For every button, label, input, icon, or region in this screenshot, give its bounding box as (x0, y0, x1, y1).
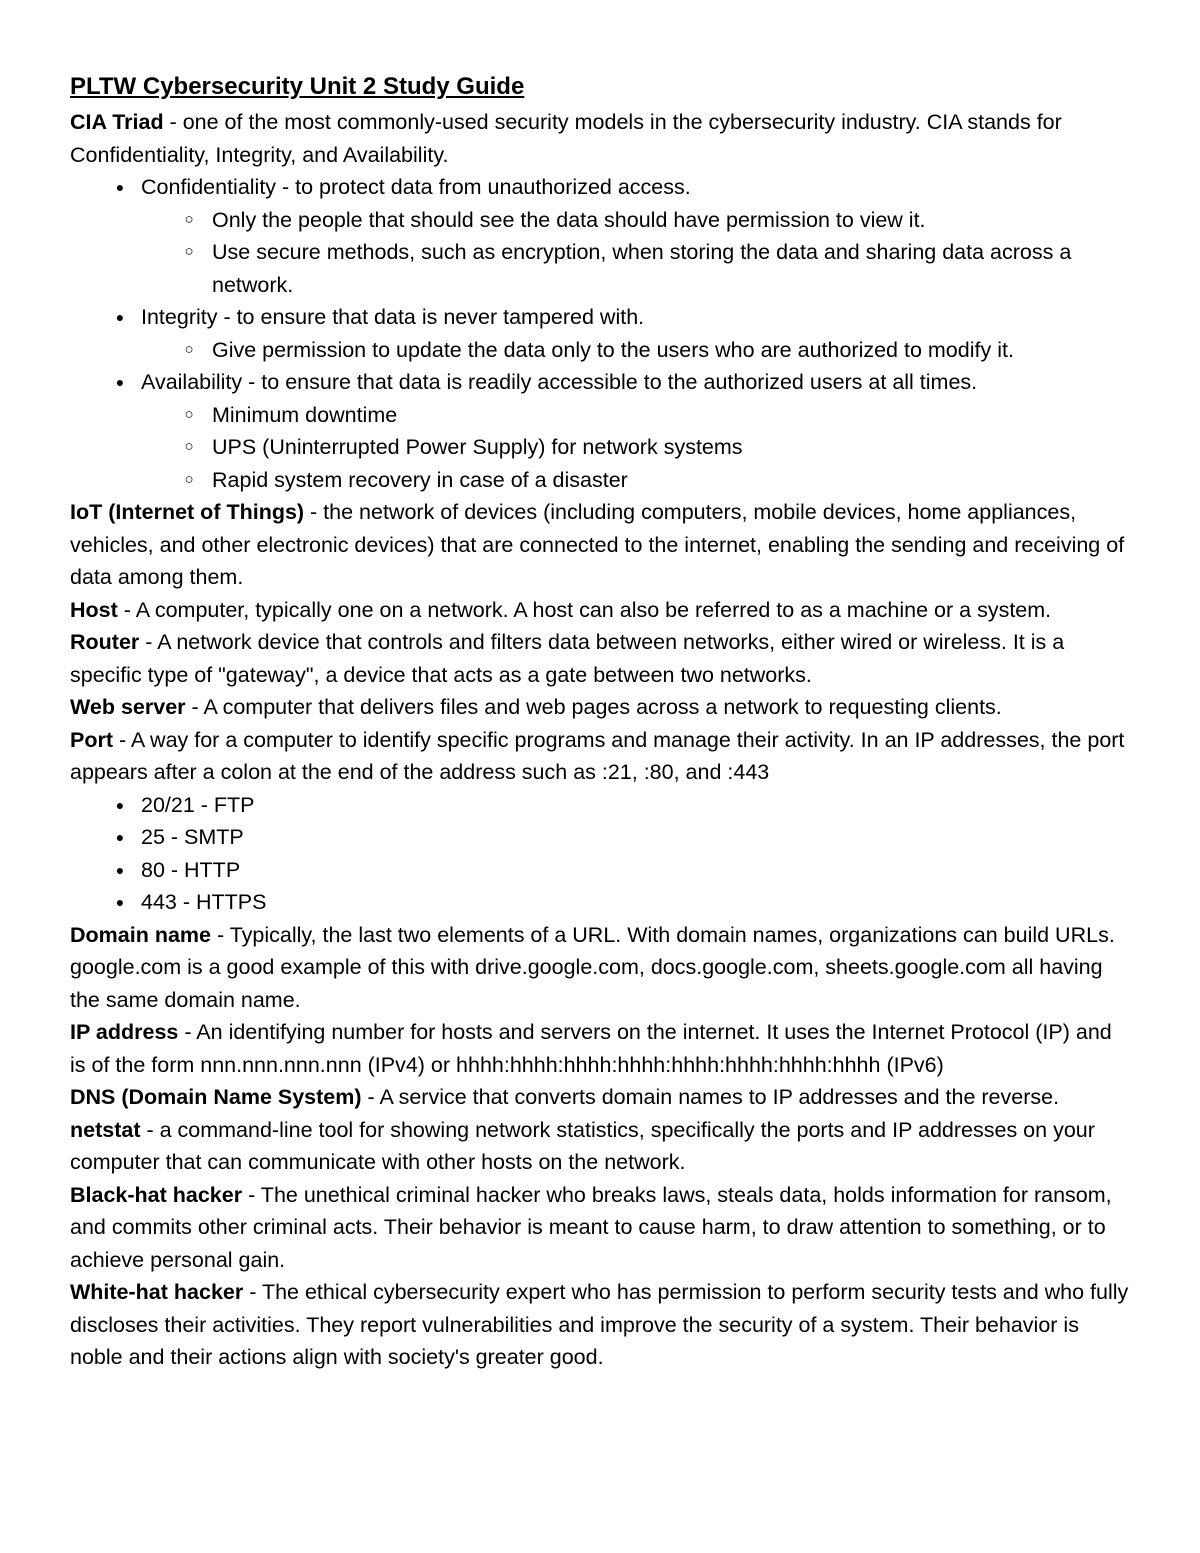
definition-dns (70, 1081, 1130, 1114)
sub-list (141, 204, 1130, 302)
filled-bullet-icon: ● (115, 796, 125, 813)
filled-bullet-icon: ● (115, 861, 125, 878)
list-item: ○ Rapid system recovery in case of a disaster (141, 464, 1130, 497)
term-definition: - the network of devices (including computers, mobile devices, home appliances, vehicles, and other electronic devices) that are connected to the internet, enabling the sending and receiving of data among them. (70, 500, 1125, 589)
term-label: Web server (70, 695, 186, 719)
definition-netstat (70, 1114, 1130, 1179)
list-item: ● Confidentiality - to protect data from unauthorized access. ○ Only the people that should see the data should have permission to view it. ○ Use secure methods, such as encryption, when storing the data and sharing data across a network. (70, 171, 1130, 301)
term-definition: - The unethical criminal hacker who breaks laws, steals data, holds information for ransom, and commits other criminal acts. Their behavior is meant to cause harm, to draw attention to something, or to achieve personal gain. (70, 1182, 1112, 1272)
term-label: IoT (Internet of Things) (70, 500, 305, 524)
cia-list (70, 171, 1130, 496)
list-item: ● Integrity - to ensure that data is never tampered with. ○ Give permission to update the data only to the users who are authorized to modify it. (70, 301, 1130, 366)
term-definition: - A computer that delivers files and web pages across a network to requesting clients. (185, 695, 1002, 719)
filled-bullet-icon: ● (115, 829, 125, 845)
term-label: Host (70, 597, 118, 622)
definition-domain-name (70, 919, 1130, 1017)
term-definition: - A service that converts domain names to IP addresses and the reverse. (361, 1085, 1060, 1109)
term-label: White-hat hacker (70, 1280, 244, 1304)
list-item: ○ Give permission to update the data only to the users who are authorized to modify it. (141, 334, 1130, 367)
definition-router (70, 626, 1130, 691)
term-label: IP address (70, 1020, 179, 1044)
hollow-bullet-icon: ○ (184, 243, 194, 260)
port-list (70, 789, 1130, 919)
page-title: PLTW Cybersecurity Unit 2 Study Guide (70, 73, 525, 100)
term-label: Router (70, 630, 140, 654)
definition-white-hat-hacker (70, 1276, 1130, 1374)
list-item: ○ Only the people that should see the data should have permission to view it. (141, 204, 1130, 237)
hollow-bullet-icon: ○ (184, 340, 194, 358)
definition-cia-triad (70, 106, 1130, 171)
definition-black-hat-hacker (70, 1179, 1130, 1277)
hollow-bullet-icon: ○ (184, 405, 194, 423)
list-item: ● Availability - to ensure that data is readily accessible to the authorized users at all times. ○ Minimum downtime ○ UPS (Uninterrupted Power Supply) for network systems ○ Rapid system recovery in case of a disaster (70, 366, 1130, 496)
filled-bullet-icon: ● (115, 179, 125, 195)
list-item: ● 20/21 - FTP (70, 789, 1130, 822)
list-item: ● 443 - HTTPS (70, 886, 1130, 919)
definition-host (70, 594, 1130, 627)
filled-bullet-icon: ● (115, 374, 125, 390)
definition-ip-address (70, 1016, 1130, 1081)
filled-bullet-icon: ● (115, 894, 125, 910)
sub-list (141, 334, 1130, 367)
hollow-bullet-icon: ○ (184, 470, 194, 488)
definition-web-server (70, 691, 1130, 724)
list-item: ● 80 - HTTP (70, 854, 1130, 887)
list-item: ○ Minimum downtime (141, 399, 1130, 432)
term-label: Black-hat hacker (70, 1182, 243, 1207)
sub-list (141, 399, 1130, 497)
term-definition: - A network device that controls and filters data between networks, either wired or wireless. It is a specific type of "gateway", a device that acts as a gate between two networks. (70, 630, 1065, 687)
list-item: ○ Use secure methods, such as encryption, when storing the data and sharing data across a network. (141, 236, 1130, 301)
study-guide-page (70, 68, 1130, 1374)
term-definition: - Typically, the last two elements of a URL. With domain names, organizations can build URLs. google.com is a good example of this with drive.google.com, docs.google.com, sheets.google.com all having the same domain name. (70, 922, 1115, 1012)
definition-port (70, 724, 1130, 789)
definition-iot (70, 496, 1130, 594)
hollow-bullet-icon: ○ (184, 210, 194, 228)
hollow-bullet-icon: ○ (184, 438, 194, 455)
term-definition: - The ethical cybersecurity expert who has permission to perform security tests and who fully discloses their activities. They report vulnerabilities and improve the security of a system. Their behavior is noble and their actions align with society's greater good. (70, 1280, 1129, 1369)
term-definition: - A computer, typically one on a network. A host can also be referred to as a machine or a system. (117, 597, 1052, 622)
term-definition: - A way for a computer to identify specific programs and manage their activity. In an IP addresses, the port appears after a colon at the end of the address such as :21, :80, and :443 (70, 727, 1125, 784)
term-label: Domain name (70, 922, 211, 947)
term-label: DNS (Domain Name System) (70, 1085, 362, 1109)
term-definition: - a command-line tool for showing network statistics, specifically the ports and IP addresses on your computer that can communicate with other hosts on the network. (70, 1117, 1095, 1174)
term-definition: - An identifying number for hosts and servers on the internet. It uses the Internet Protocol (IP) and is of the form nnn.nnn.nnn.nnn (IPv4) or hhhh:hhhh:hhhh:hhhh:hhhh:hhhh:hhhh:hhhh (IPv6) (70, 1020, 1112, 1077)
list-item: ● 25 - SMTP (70, 821, 1130, 854)
filled-bullet-icon: ● (115, 309, 125, 325)
term-definition: - one of the most commonly-used security models in the cybersecurity industry. CIA stands for Confidentiality, Integrity, and Availability. (70, 110, 1062, 167)
term-label: netstat (70, 1117, 141, 1142)
term-label: CIA Triad (70, 110, 164, 134)
list-item: ○ UPS (Uninterrupted Power Supply) for network systems (141, 431, 1130, 464)
term-label: Port (70, 727, 113, 752)
